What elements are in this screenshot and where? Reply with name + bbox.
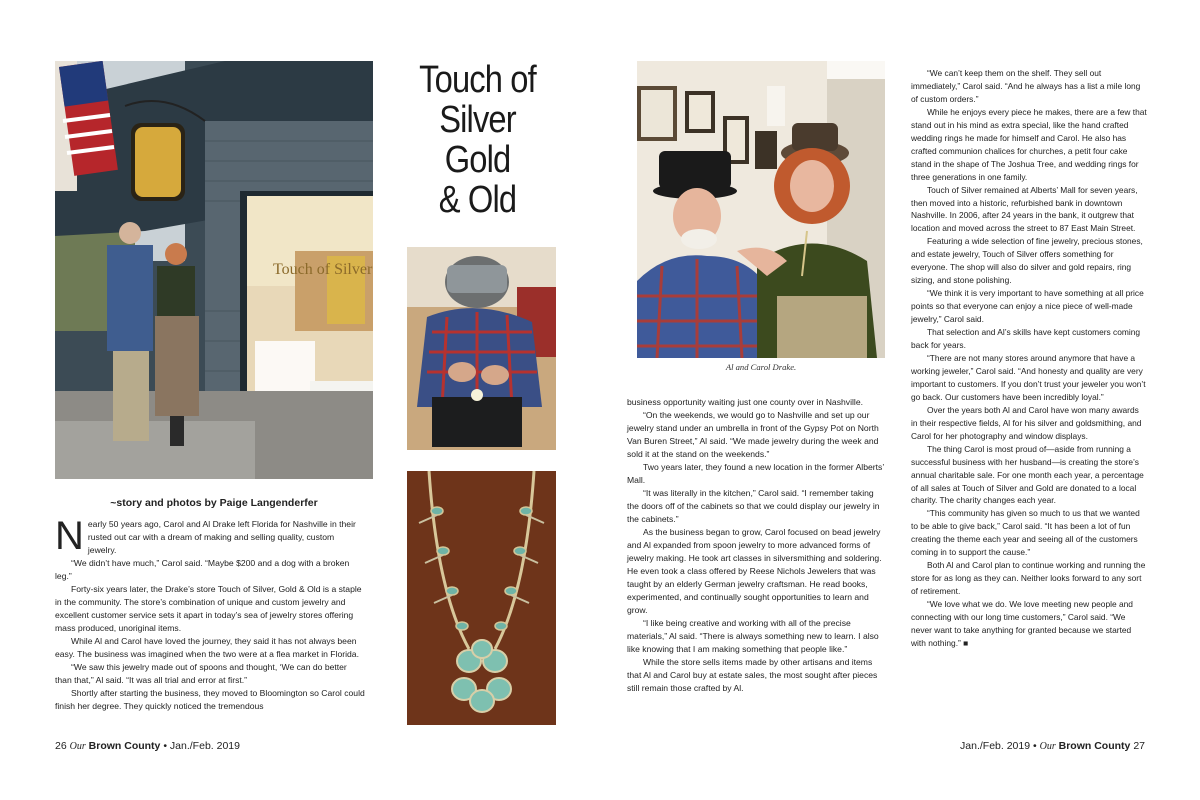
article-column-3 xyxy=(911,67,1147,650)
end-mark: ■ xyxy=(963,637,969,648)
paragraph: Both Al and Carol plan to continue working and running the store for as long as they can. Neither looks forward to any sort of retirement. xyxy=(911,560,1146,597)
magazine-our: Our xyxy=(69,741,86,752)
jeweler-working-photo xyxy=(407,247,556,450)
paragraph: While he enjoys every piece he makes, there are a few that stand out in his mind as extra special, like the hand crafted wedding rings he made for himself and Carol. He also has crafted communion chalices for churches, a petit four cake stand in the shape of The Joshua Tree, and wedding rings for three generations in one family. xyxy=(911,106,1147,182)
paragraph xyxy=(911,598,1147,650)
paragraph: Two years later, they found a new location in the former Alberts’ Mall. xyxy=(627,462,884,485)
turquoise-necklace-photo xyxy=(407,471,556,725)
page-title xyxy=(415,60,540,220)
paragraph: As the business began to grow, Carol focused on bead jewelry and Al expanded from spoon jewelry to more advanced forms of jewelry making. He took art classes in silversmithing and soldering. He even took a class offered by Reese Nichols Jewelers that was taught by an elderly German jewelry craftsman. He read books, experimented, and continually sought opportunities to learn and grow. xyxy=(627,527,882,615)
magazine-name: Brown County xyxy=(88,740,161,752)
paragraph: Featuring a wide selection of fine jewelry, precious stones, and estate jewelry, Touch of Silver offers something for everyone. The shop will also do silver and gold repairs, ring sizing, and stone polishing. xyxy=(911,236,1143,286)
paragraph xyxy=(55,514,365,558)
magazine-name: Brown County xyxy=(1058,740,1131,752)
drop-cap: N xyxy=(55,514,84,558)
byline: ~story and photos by Paige Langenderfer xyxy=(110,497,318,509)
paragraph: “We saw this jewelry made out of spoons and thought, ‘We can do better than that,” Al said. “It was all trial and error at first.” xyxy=(55,662,347,685)
issue-date: • Jan./Feb. 2019 xyxy=(163,740,240,752)
article-column-1 xyxy=(55,514,365,713)
paragraph: Forty-six years later, the Drake’s store Touch of Silver, Gold & Old is a staple in the community. The store’s combination of unique and custom jewelry and excellent customer service sets it apart in today’s sea of jewelry stores offering mass produced, unoriginal items. xyxy=(55,584,362,633)
paragraph: “We can’t keep them on the shelf. They sell out immediately,” Carol said. “And he always has a list a mile long of custom orders.” xyxy=(911,68,1141,104)
headline-line-3: Gold xyxy=(444,139,511,181)
paragraph: “This community has given so much to us that we wanted to be able to give back,” Carol said. “It has been a lot of fun creating the theme each year and seeing all of the customers coming in to support the cause.” xyxy=(911,508,1140,558)
paragraph-text: early 50 years ago, Carol and Al Drake left Florida for Nashville in their rusted out car with a dream of making and selling quality, custom jewelry. xyxy=(87,519,356,555)
paragraph: That selection and Al’s skills have kept customers coming back for years. xyxy=(911,327,1141,351)
al-and-carol-photo xyxy=(637,61,885,358)
page-number: 26 xyxy=(55,740,67,752)
paragraph: “On the weekends, we would go to Nashville and set up our jewelry stand under an umbrella in front of the Gypsy Pot on North Van Buren Street,” Al said. “We made jewelry during the week and sold it at the stand on the weekends.” xyxy=(627,410,879,459)
paragraph: “I like being creative and working with all of the precise materials,” Al said. “There is always something new to learn. I also like knowing that I am making something that people like.” xyxy=(627,618,879,654)
paragraph: business opportunity waiting just one county over in Nashville. xyxy=(627,397,863,407)
paragraph: Shortly after starting the business, they moved to Bloomington so Carol could finish her degree. They quickly noticed the tremendous xyxy=(55,688,365,711)
footer-right xyxy=(960,740,1145,752)
headline-line-2: Silver xyxy=(439,99,516,141)
paragraph: While Al and Carol have loved the journey, they said it has not always been easy. The business was imagined when the two were at a flea market in Florida. xyxy=(55,636,359,659)
paragraph: “There are not many stores around anymore that have a working jeweler,” Carol said. “And honesty and quality are very important to customers. If you don’t trust your jeweler you won’t go back. Our customers have been incredibly loyal.” xyxy=(911,352,1146,402)
paragraph: The thing Carol is most proud of—aside from running a successful business with her husband—is creating the store’s annual charitable sale. For one month each year, a percentage of all sales at Touch of Silver and Gold are donated to a local charity. The charity changes each year. xyxy=(911,443,1144,506)
article-column-2 xyxy=(627,396,885,695)
paragraph-text: “We love what we do. We love meeting new people and connecting with our long time customers,” Carol said. “We never want to take anything for granted because we started with nothing.” xyxy=(911,599,1133,648)
paragraph: “We didn’t have much,” Carol said. “Maybe $200 and a dog with a broken leg.” xyxy=(55,558,350,581)
paragraph: While the store sells items made by other artisans and items that Al and Carol buy at estate sales, the most sought after pieces still remain those crafted by Al. xyxy=(627,657,878,693)
paragraph: “We think it is very important to have something at all price points so that everyone can enjoy a nice piece of well-made jewelry,” Carol said. xyxy=(911,288,1144,325)
headline-line-1: Touch of xyxy=(419,59,536,101)
photo-caption: Al and Carol Drake. xyxy=(725,362,797,372)
footer-left xyxy=(55,740,240,752)
page-number: 27 xyxy=(1133,740,1145,752)
headline-line-4: & Old xyxy=(438,179,517,221)
storefront-photo xyxy=(55,61,373,479)
paragraph: Touch of Silver remained at Alberts’ Mall for seven years, then moved into a historic, refurbished bank in downtown Nashville. In 2006, after 24 years in the bank, it outgrew that location and moved across the street to 87 East Main Street. xyxy=(911,184,1138,234)
issue-date: Jan./Feb. 2019 • xyxy=(960,740,1037,752)
paragraph: Over the years both Al and Carol have won many awards in their respective fields, Al for his silver and goldsmithing, and Carol for her photography and window displays. xyxy=(911,404,1142,441)
magazine-our: Our xyxy=(1039,741,1056,752)
paragraph: “It was literally in the kitchen,” Carol said. “I remember taking the doors off of the cabinets so that we could display our jewelry in the cabinets.” xyxy=(627,488,880,524)
storefront-sign-text: Touch of Silver xyxy=(273,261,373,278)
